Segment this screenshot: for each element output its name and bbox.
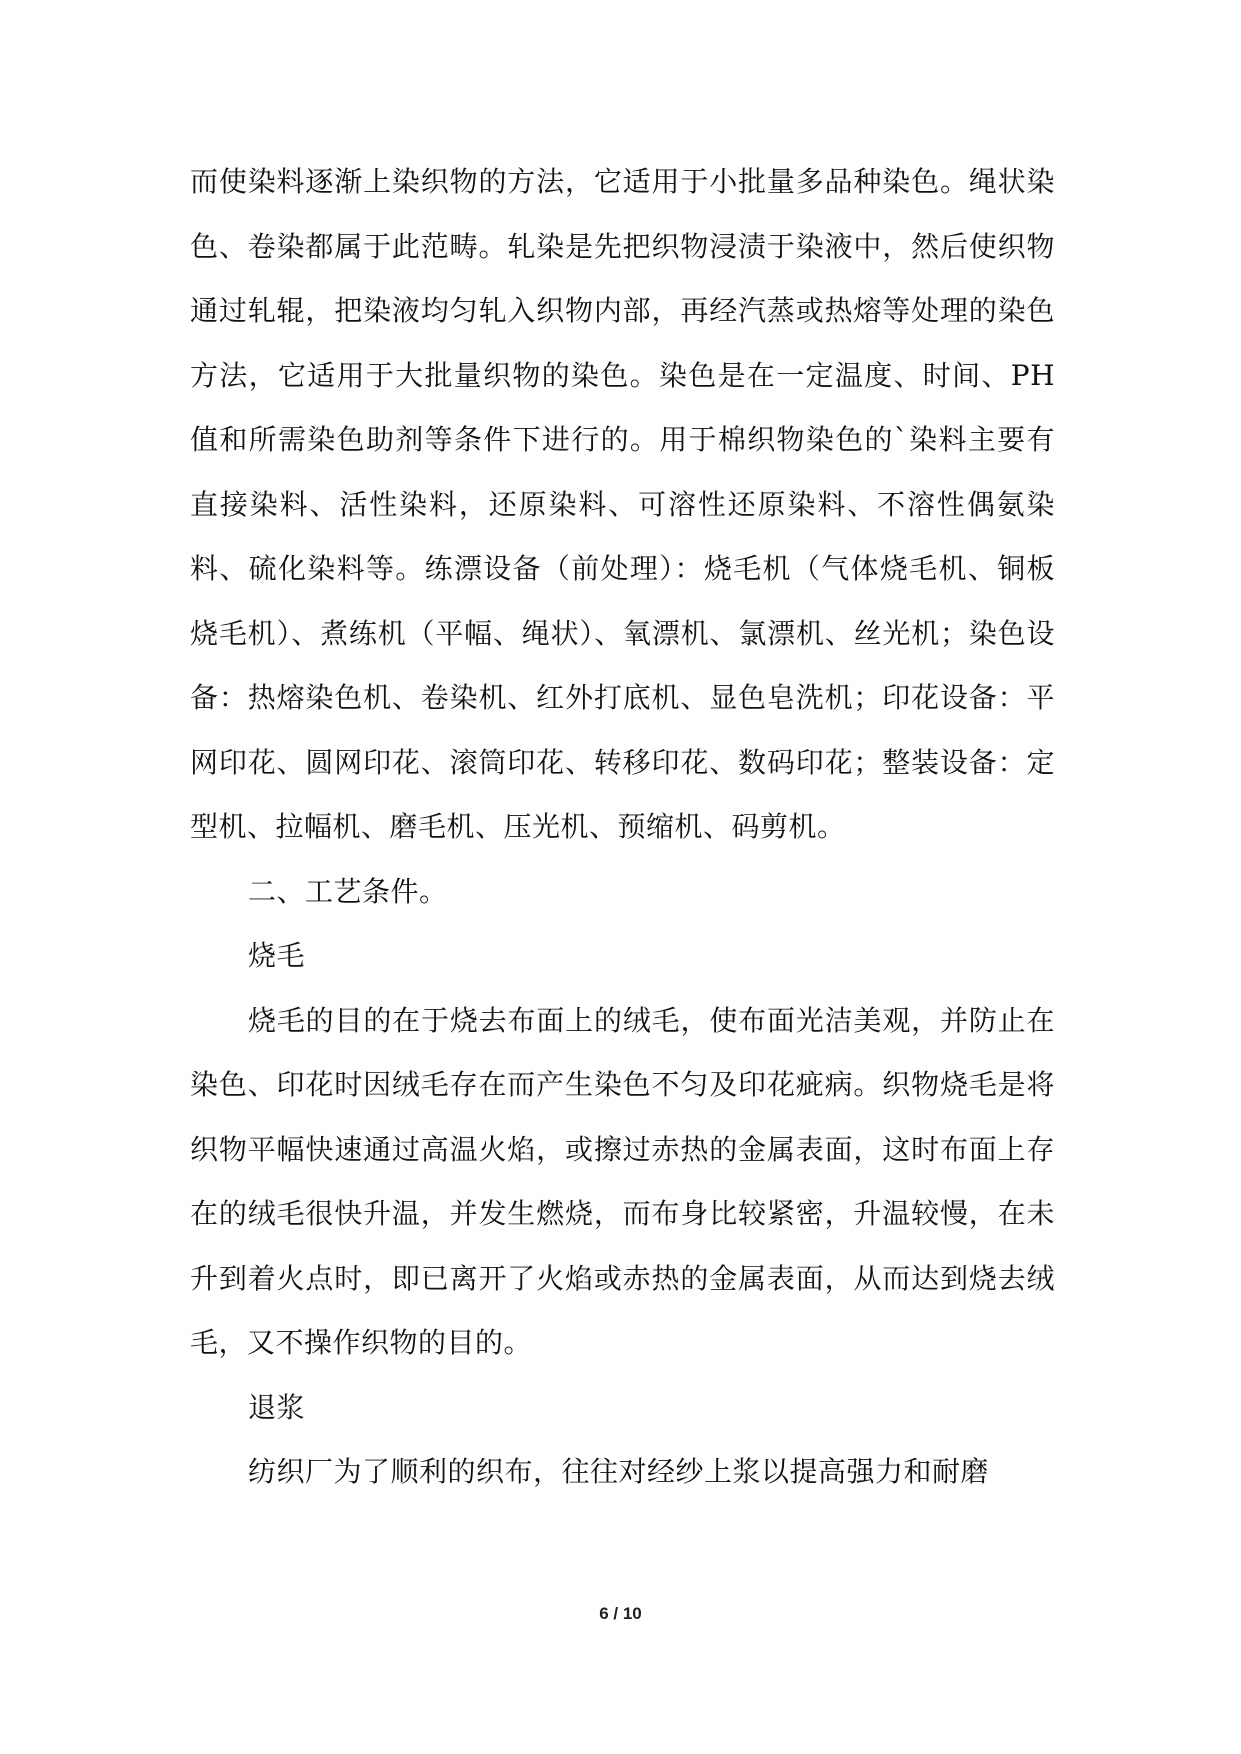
page-number: 6 / 10 [599, 1604, 642, 1623]
subheading-desizing: 退浆 [248, 1390, 306, 1424]
section-heading-process-conditions: 二、工艺条件。 [248, 874, 448, 908]
document-body [190, 150, 1055, 1505]
paragraph-singeing: 烧毛的目的在于烧去布面上的绒毛，使布面光洁美观，并防止在染色、印花时因绒毛存在而产生染色不匀及印花疵病。织物烧毛是将织物平幅快速通过高温火焰，或擦过赤热的金属表面，这时布面上存在的绒毛很快升温，并发生燃烧，而布身比较紧密，升温较慢，在未升到着火点时，即已离开了火焰或赤热的金属表面，从而达到烧去绒毛，又不操作织物的目的。 [190, 1003, 1055, 1359]
paragraph-desizing: 纺织厂为了顺利的织布，往往对经纱上浆以提高强力和耐磨 [248, 1455, 990, 1488]
subheading-singeing: 烧毛 [248, 939, 306, 972]
paragraph-dyeing-methods: 而使染料逐渐上染织物的方法，它适用于小批量多品种染色。绳状染色、卷染都属于此范畴。轧染是先把织物浸渍于染液中，然后使织物通过轧辊，把染液均匀轧入织物内部，再经汽蒸或热熔等处理的染色方法，它适用于大批量织物的染色。染色是在一定温度、时间、PH值和所需染色助剂等条件下进行的。用于棉织物染色的`染料主要有直接染料、活性染料，还原染料、可溶性还原染料、不溶性偶氨染料、硫化染料等。练漂设备（前处理）：烧毛机（气体烧毛机、铜板烧毛机）、煮练机（平幅、绳状）、氧漂机、氯漂机、丝光机；染色设备：热熔染色机、卷染机、红外打底机、显色皂洗机；印花设备：平网印花、圆网印花、滚筒印花、转移印花、数码印花；整装设备：定型机、拉幅机、磨毛机、压光机、预缩机、码剪机。 [190, 165, 1055, 843]
